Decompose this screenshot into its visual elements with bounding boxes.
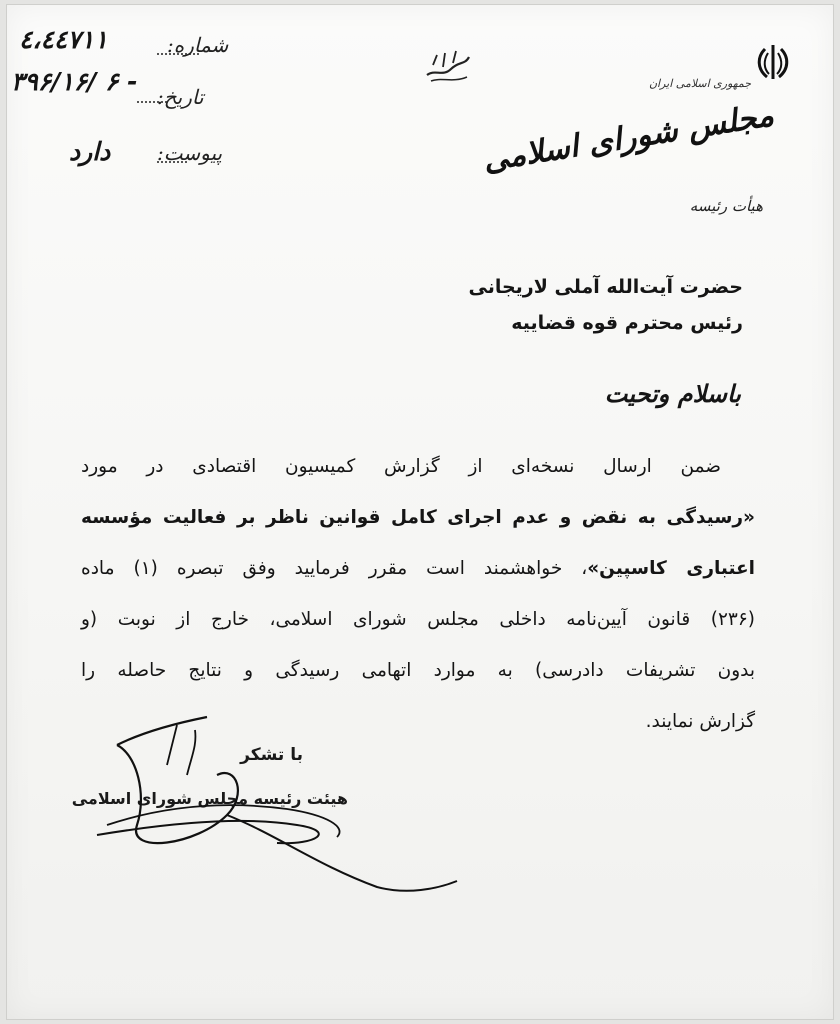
body-line-6: گزارش نمایند. [645,711,755,732]
letter-attachment-value: دارد [69,137,111,166]
letter-number-value: ٤،٤٤٧١١ [19,25,108,54]
letter-attachment-label: پیوست: [157,141,223,165]
body-line-3 [81,543,755,594]
letterhead-subtitle: هیأت رئیسه [689,197,763,215]
recipient-title: رئیس محترم قوه قضاییه [511,312,743,334]
body-line-1: ضمن ارسال نسخه‌ای از گزارش کمیسیون اقتصادی در مورد [81,456,721,477]
parliament-logo-text: مجلس شورای اسلامی [480,97,776,179]
letter-date-label: تاریخ: [157,85,204,109]
body-line-2: «رسیدگی به نقض و عدم اجرای کامل قوانین ناظر بر فعالیت مؤسسه [81,507,755,528]
letterhead-caption: جمهوری اسلامی ایران [648,77,751,90]
letter-date-value: ۳۹۶/۱۶/ ۶ - [11,67,138,96]
basmala-calligraphy-icon [423,47,473,87]
letter-page [6,4,834,1020]
body-line-5: بدون تشریفات دادرسی) به موارد اتهامی رسیدگی و نتایج حاصله را [81,660,755,681]
national-emblem-icon [753,43,793,81]
salutation: باسلام وتحیت [604,379,741,408]
body-line-3-rest: ، خواهشمند است مقرر فرمایید وفق تبصره (۱) ماده [81,558,588,579]
recipient-block [468,269,743,341]
closing-thanks: با تشکر [240,745,303,765]
body-line-4: (۲۳۶) قانون آیین‌نامه داخلی مجلس شورای اسلامی، خارج از نوبت (و [81,609,755,630]
letter-body [81,441,755,747]
closing-signer: هیئت رئیسه مجلس شورای اسلامی [71,789,348,808]
body-line-3-bold: اعتباری کاسپین» [587,558,755,579]
letter-number-label: شماره: [167,33,229,57]
recipient-name: حضرت آیت‌الله آملی لاریجانی [468,276,743,298]
